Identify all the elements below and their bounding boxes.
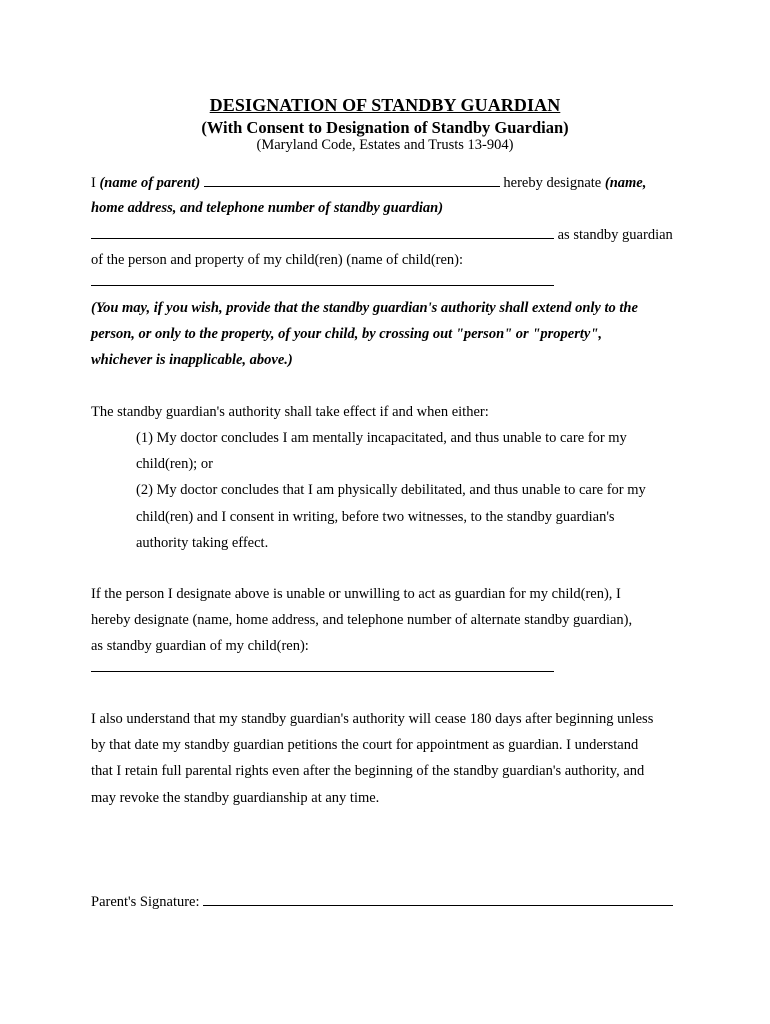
designation-line-3 <box>91 225 673 244</box>
parent-signature-field[interactable] <box>203 892 673 906</box>
parent-name-label: (name of parent) <box>99 175 201 191</box>
condition-1-line-1: (1) My doctor concludes I am mentally incapacitated, and thus unable to care for my <box>136 430 627 446</box>
understanding-line-4: may revoke the standby guardianship at any time. <box>91 790 380 806</box>
person-property-text: of the person and property of my child(ren) (name of child(ren): <box>91 252 464 268</box>
parent-name-field[interactable] <box>204 173 500 187</box>
guardian-label-start: (name, <box>604 175 647 191</box>
optional-note-line-3: whichever is inapplicable, above.) <box>91 352 293 368</box>
optional-note-line-2: person, or only to the property, of your child, by crossing out "person" or "property", <box>91 326 602 342</box>
alternate-line-3: as standby guardian of my child(ren): <box>91 638 309 654</box>
as-standby-guardian-text: as standby guardian <box>554 227 673 243</box>
condition-2-line-2: child(ren) and I consent in writing, before two witnesses, to the standby guardian's <box>136 509 615 525</box>
alternate-guardian-line <box>91 658 554 677</box>
alternate-guardian-field[interactable] <box>91 658 554 672</box>
understanding-line-2: by that date my standby guardian petitions the court for appointment as guardian. I understand <box>91 737 639 753</box>
statute-reference: (Maryland Code, Estates and Trusts 13-904) <box>256 137 514 153</box>
signature-line <box>91 892 673 911</box>
children-name-line <box>91 272 554 291</box>
condition-1-line-2: child(ren); or <box>136 456 213 472</box>
document-title: DESIGNATION OF STANDBY GUARDIAN <box>209 95 561 115</box>
optional-note-line-1: (You may, if you wish, provide that the standby guardian's authority shall extend only to the <box>91 300 638 316</box>
condition-2-line-1: (2) My doctor concludes that I am physically debilitated, and thus unable to care for my <box>136 482 646 498</box>
designation-line-1 <box>91 173 646 192</box>
i-prefix: I <box>91 175 100 191</box>
understanding-line-3: that I retain full parental rights even after the beginning of the standby guardian's authority, and <box>91 763 645 779</box>
effect-intro: The standby guardian's authority shall take effect if and when either: <box>91 404 489 420</box>
alternate-line-1: If the person I designate above is unable or unwilling to act as guardian for my child(ren), I <box>91 586 621 602</box>
understanding-line-1: I also understand that my standby guardian's authority will cease 180 days after beginning unless <box>91 711 654 727</box>
alternate-line-2: hereby designate (name, home address, and telephone number of alternate standby guardian), <box>91 612 633 628</box>
document-subtitle: (With Consent to Designation of Standby Guardian) <box>201 118 569 137</box>
signature-label: Parent's Signature: <box>91 894 204 910</box>
guardian-label-end: home address, and telephone number of standby guardian) <box>91 200 444 216</box>
standby-guardian-field[interactable] <box>91 225 554 239</box>
hereby-designate-text: hereby designate <box>499 175 605 191</box>
children-name-field[interactable] <box>91 272 554 286</box>
condition-2-line-3: authority taking effect. <box>136 535 269 551</box>
